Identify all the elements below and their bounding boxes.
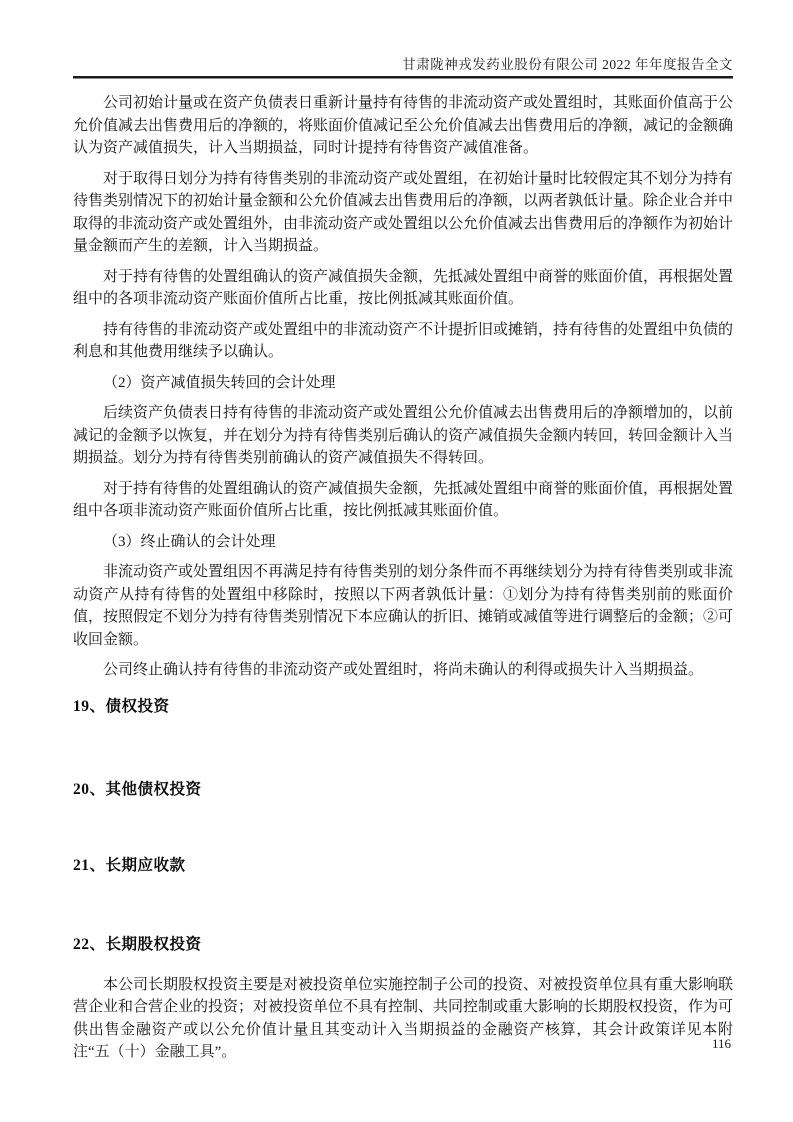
sub-heading-derecognition: （3）终止确认的会计处理 — [103, 533, 276, 550]
paragraph-initial-measurement: 公司初始计量或在资产负债表日重新计量持有待售的非流动资产或处置组时，其账面价值高于公允价值减去出售费用后的净额的，将账面价值减记至公允价值减去出售费用后的净额，减记的金额确认为资产减值损失，计入当期损益，同时计提持有待售资产减值准备。 — [73, 95, 734, 156]
page-header-title: 甘肃陇神戎发药业股份有限公司 2022 年年度报告全文 — [402, 57, 733, 72]
sub-heading-impairment-reversal: （2）资产减值损失转回的会计处理 — [103, 374, 336, 391]
paragraph-derecognition-gain-loss: 公司终止确认持有待售的非流动资产或处置组时，将尚未确认的利得或损失计入当期损益。 — [103, 662, 704, 678]
section-heading-20-other-debt-investments: 20、其他债权投资 — [73, 781, 202, 798]
paragraph-impairment-allocation-2: 对于持有待售的处置组确认的资产减值损失金额，先抵减处置组中商誉的账面价值，再根据处置组中各项非流动资产账面价值所占比重，按比例抵减其账面价值。 — [73, 480, 734, 519]
paragraph-acquisition-date: 对于取得日划分为持有待售类别的非流动资产或处置组，在初始计量时比较假定其不划分为持有待售类别情况下的初始计量金额和公允价值减去出售费用后的净额，以两者孰低计量。除企业合并中取得的非流动资产或处置组外，由非流动资产或处置组以公允价值减去出售费用后的净额作为初始计量金额而产生的差额，计入当期损益。 — [73, 170, 734, 254]
paragraph-long-term-equity: 本公司长期股权投资主要是对被投资单位实施控制子公司的投资、对被投资单位具有重大影响联营企业和合营企业的投资；对被投资单位不具有控制、共同控制或重大影响的长期股权投资，作为可供出售金融资产或以公允价值计量且其变动计入当期损益的金融资产核算，其会计政策详见本附注“五（十）金融工具”。 — [73, 976, 734, 1060]
paragraph-no-depreciation: 持有待售的非流动资产或处置组中的非流动资产不计提折旧或摊销，持有待售的处置组中负债的利息和其他费用继续予以确认。 — [73, 321, 734, 360]
section-heading-19-debt-investments: 19、债权投资 — [73, 697, 170, 715]
page-content — [73, 92, 733, 1064]
paragraph-impairment-allocation-1: 对于持有待售的处置组确认的资产减值损失金额，先抵减处置组中商誉的账面价值，再根据处置组中的各项非流动资产账面价值所占比重，按比例抵减其账面价值。 — [73, 268, 734, 307]
page-number: 116 — [711, 1036, 731, 1051]
paragraph-removal-measurement: 非流动资产或处置组因不再满足持有待售类别的划分条件而不再继续划分为持有待售类别或非流动资产从持有待售的处置组中移除时，按照以下两者孰低计量：①划分为持有待售类别前的账面价值，按照假定不划分为持有待售类别情况下本应确认的折旧、摊销或减值等进行调整后的金额；②可收回金额。 — [73, 564, 734, 648]
paragraph-subsequent-reversal: 后续资产负债表日持有待售的非流动资产或处置组公允价值减去出售费用后的净额增加的，以前减记的金额予以恢复，并在划分为持有待售类别后确认的资产减值损失金额内转回，转回金额计入当期损益。划分为持有待售类别前确认的资产减值损失不得转回。 — [73, 405, 734, 466]
section-heading-22-long-term-equity-investments: 22、长期股权投资 — [73, 936, 202, 953]
section-heading-21-long-term-receivables: 21、长期应收款 — [73, 856, 186, 874]
header-divider-line — [73, 76, 733, 79]
